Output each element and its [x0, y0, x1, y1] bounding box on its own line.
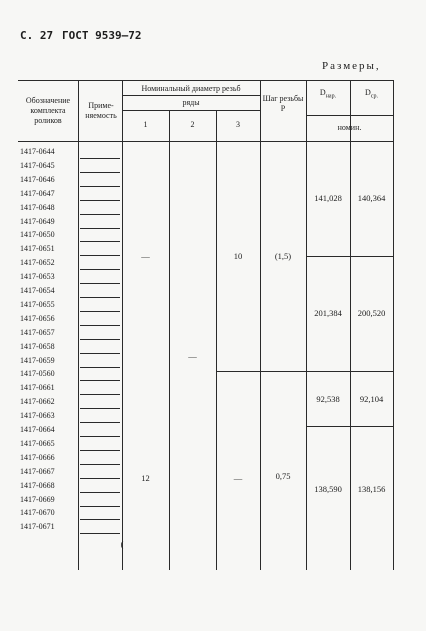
row-code: 1417-0654	[20, 286, 55, 295]
header-nominal: номин.	[337, 123, 362, 132]
applicability-divider	[80, 367, 120, 368]
applicability-divider	[80, 450, 120, 451]
applicability-divider	[80, 172, 120, 173]
header-pitch: Шаг резьбы P	[262, 94, 304, 113]
row-code: 1417-0652	[20, 258, 55, 268]
d-sr-2: 200,520	[357, 308, 386, 318]
d-avg-1: 141,028	[314, 193, 342, 203]
applicability-divider	[80, 422, 120, 423]
group2-row3: —	[233, 473, 243, 483]
row-code: 1417-0655	[20, 299, 55, 309]
row-code: 1417-0560	[20, 369, 55, 379]
group1-pitch: (1,5)	[274, 251, 292, 261]
row-code: 1417-0657	[20, 327, 55, 337]
last-applicability: (	[120, 539, 124, 549]
applicability-divider	[80, 478, 120, 479]
applicability-divider	[80, 241, 120, 242]
applicability-divider	[80, 297, 120, 298]
d-avg-2: 201,384	[314, 308, 342, 318]
applicability-divider	[80, 228, 120, 229]
row-code: 1417-0663	[20, 411, 55, 421]
header-row-3: 3	[236, 120, 240, 129]
row-code: 1417-0666	[20, 452, 55, 462]
applicability-divider	[80, 506, 120, 507]
applicability-divider	[80, 269, 120, 270]
group1-row1: —	[141, 251, 150, 261]
d-sr-3: 92,104	[359, 394, 384, 404]
row-code: 1417-0671	[20, 522, 55, 532]
header-row-2: 2	[190, 120, 195, 129]
group1-row3: 10	[233, 251, 243, 261]
applicability-divider	[80, 519, 120, 520]
row-code: 1417-0668	[20, 480, 55, 490]
applicability-divider	[80, 408, 120, 409]
applicability-divider	[80, 492, 120, 493]
row-code: 1417-0669	[20, 494, 55, 504]
applicability-divider	[80, 255, 120, 256]
applicability-divider	[80, 394, 120, 395]
applicability-divider	[80, 325, 120, 326]
row-code: 1417-0659	[20, 355, 55, 365]
row-code: 1417-0650	[20, 230, 55, 240]
applicability-divider	[80, 380, 120, 381]
row-code: 1417-0662	[20, 397, 55, 407]
header-row-1: 1	[143, 120, 148, 129]
header-set: Обозначение комплекта роликов	[25, 96, 71, 125]
group1-row2: —	[188, 351, 197, 361]
row-code: 1417-0670	[20, 508, 55, 518]
standard-code: ГОСТ 9539—72	[62, 29, 142, 42]
d-avg-3: 92,538	[316, 394, 340, 404]
row-code: 1417-0645	[20, 160, 55, 170]
table-caption: Размеры,	[322, 60, 381, 72]
applicability-divider	[80, 214, 120, 215]
row-code: 1417-0664	[20, 425, 55, 434]
applicability-divider	[80, 158, 120, 159]
row-code: 1417-0644	[20, 147, 55, 156]
applicability-divider	[80, 186, 120, 187]
applicability-divider	[80, 464, 120, 465]
applicability-divider	[80, 283, 120, 284]
d-sr-4: 138,156	[357, 484, 386, 494]
group2-row1: 12	[141, 473, 150, 483]
header-nominal-diameter: Номинальный диаметр резьб	[141, 84, 241, 93]
applicability-divider	[80, 311, 120, 312]
header-d-sr: $D_{ср.}$	[365, 88, 378, 100]
group2-pitch: 0,75	[275, 471, 291, 481]
applicability-divider	[80, 353, 120, 354]
row-code: 1417-0649	[20, 216, 55, 226]
row-code: 1417-0653	[20, 272, 55, 282]
row-code: 1417-0656	[20, 313, 55, 323]
applicability-divider	[80, 436, 120, 437]
row-code: 1417-0665	[20, 438, 55, 448]
row-code: 1417-0648	[20, 202, 55, 212]
page-number: С. 27	[20, 29, 54, 42]
row-code: 1417-0658	[20, 341, 55, 351]
d-avg-4: 138,590	[314, 484, 342, 494]
applicability-divider	[80, 200, 120, 201]
applicability-divider	[80, 339, 120, 340]
row-code: 1417-0646	[20, 174, 55, 184]
row-code: 1417-0651	[20, 244, 55, 254]
row-code: 1417-0661	[20, 383, 55, 393]
header-d-avg: $D_{нар.}$	[319, 88, 337, 100]
header-rows: ряды	[182, 98, 200, 107]
applicability-divider	[80, 533, 120, 534]
row-code: 1417-0667	[20, 466, 55, 476]
header-applicability: Приме- няемость	[85, 101, 117, 120]
row-code: 1417-0647	[20, 188, 55, 198]
d-sr-1: 140,364	[357, 193, 386, 203]
